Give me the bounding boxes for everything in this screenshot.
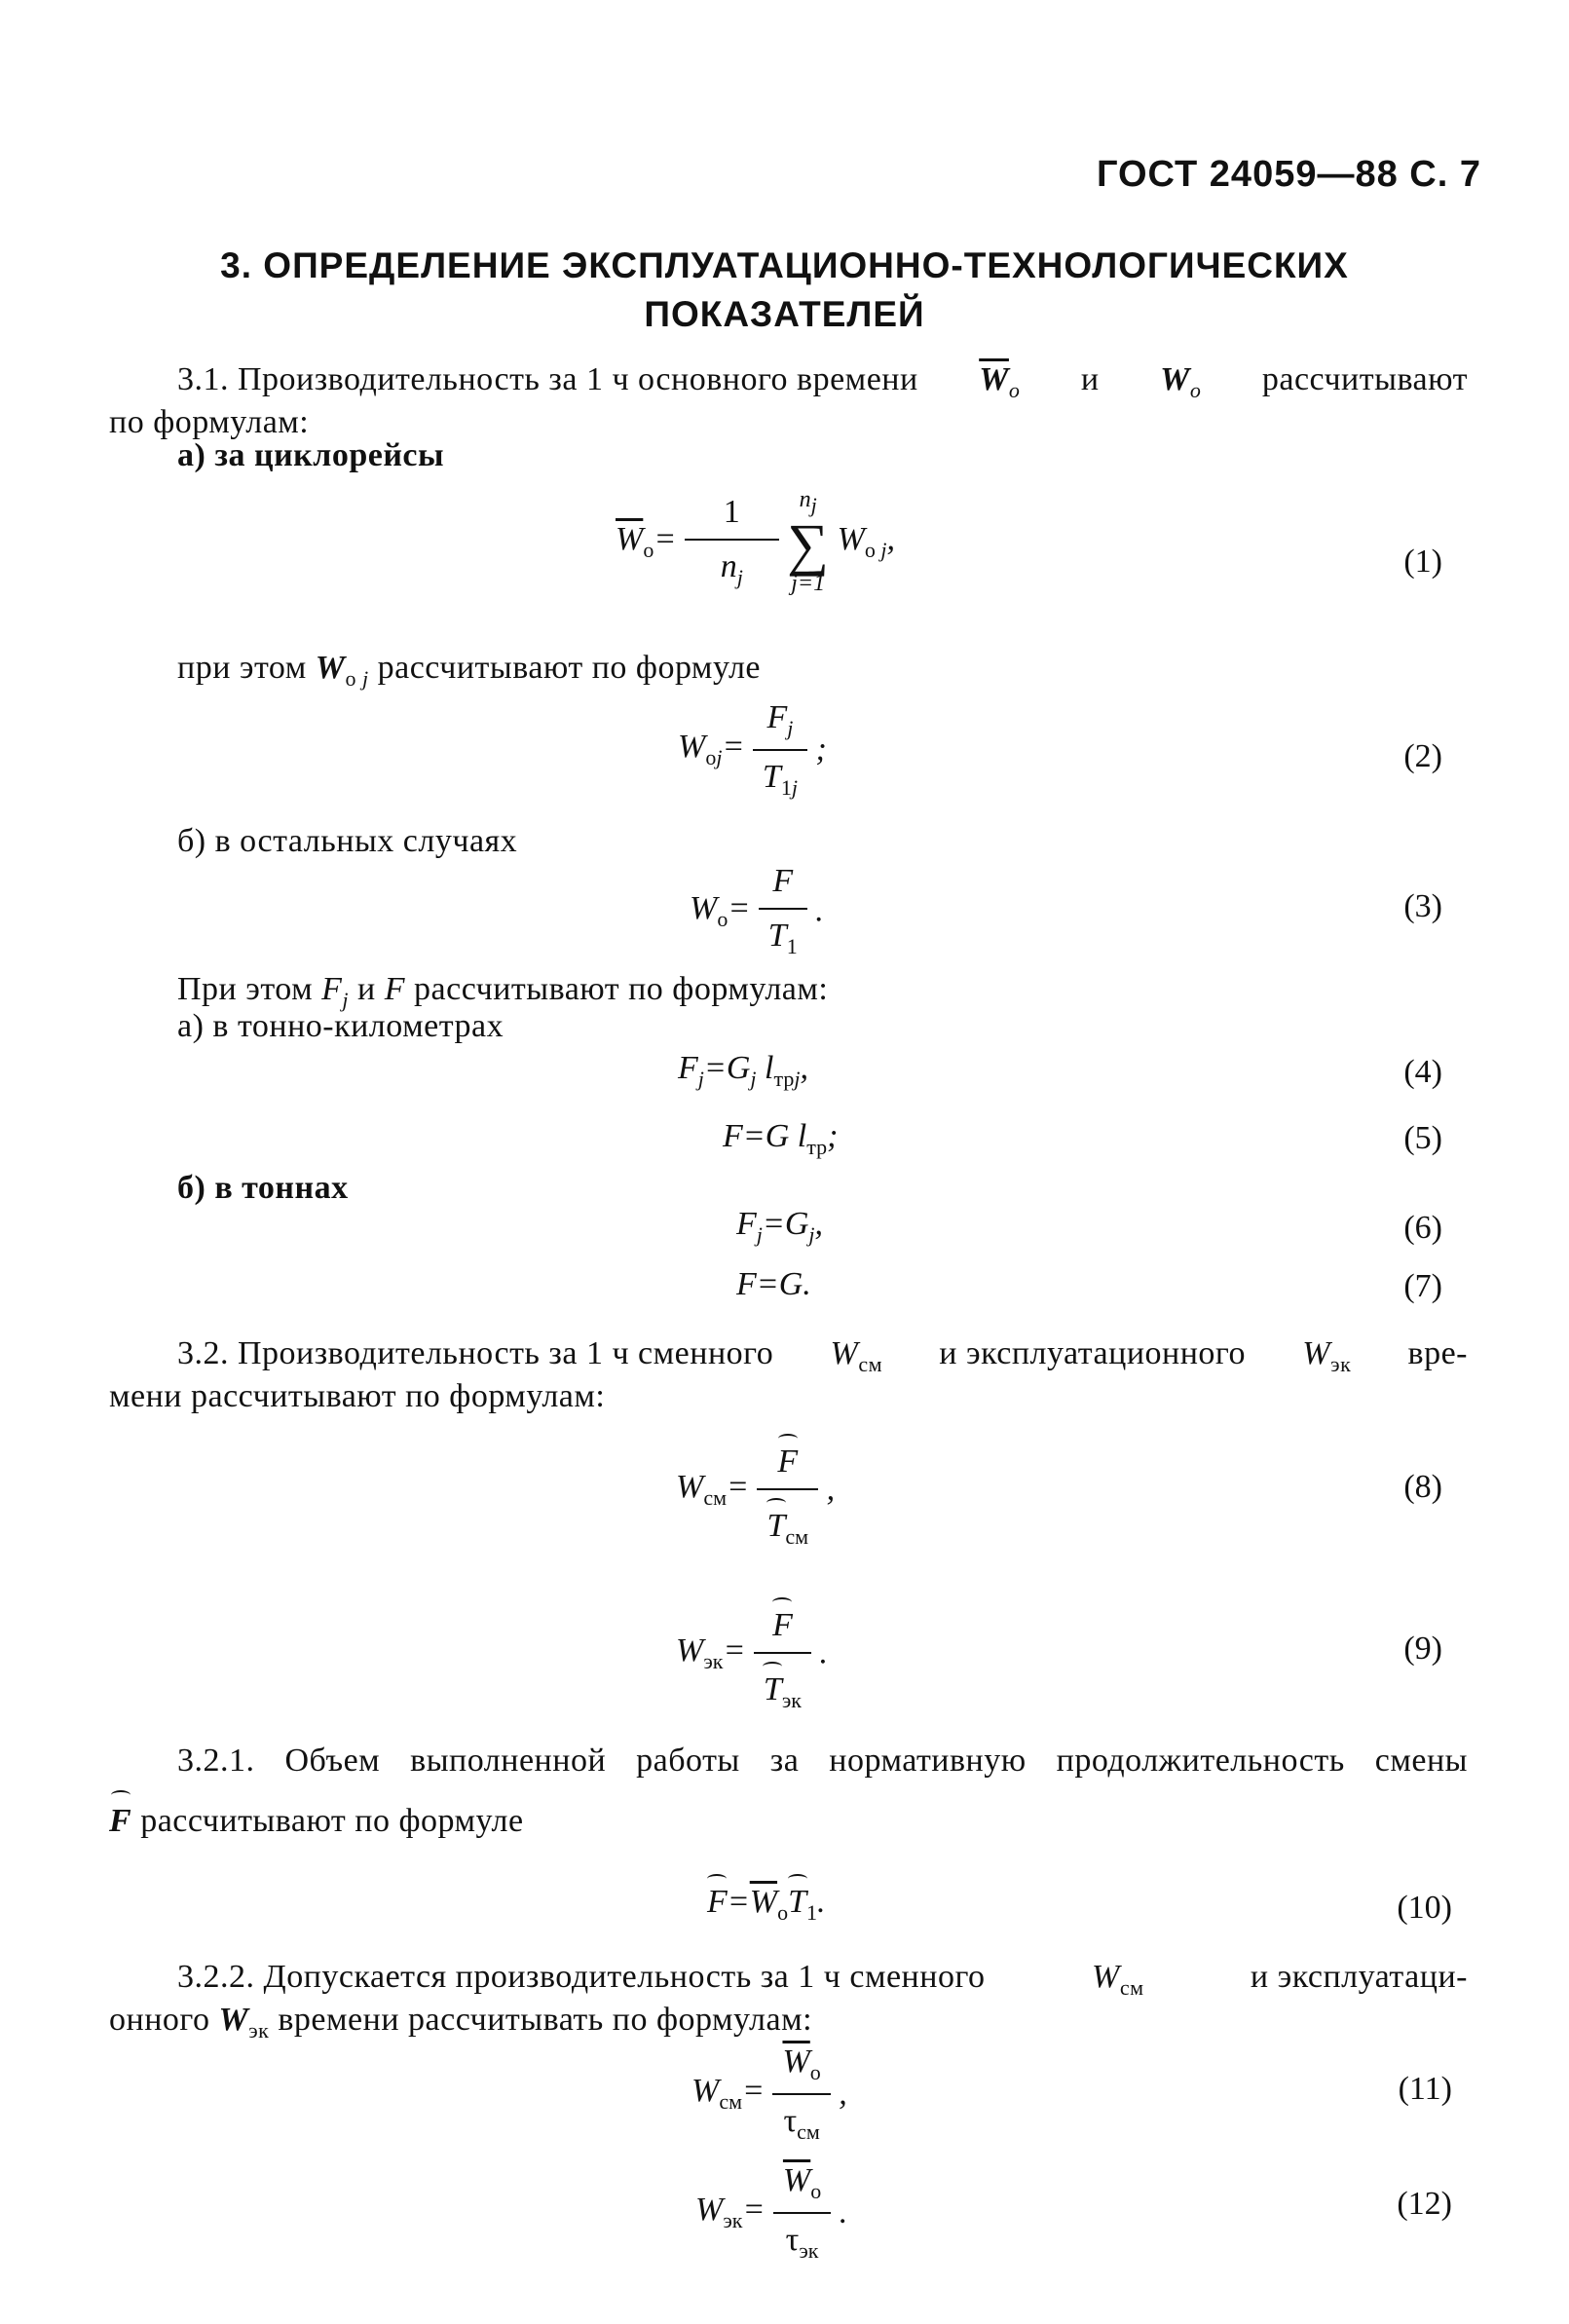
paragraph-3-2-1-line1: 3.2.1. Объем выполненной работы за нормативную продолжительность смены	[177, 1743, 1468, 1779]
eq-number-9: (9)	[1403, 1631, 1442, 1667]
paragraph-3-1-line2: по формулам:	[109, 404, 310, 440]
eq-number-7: (7)	[1403, 1268, 1442, 1304]
equation-5: F=G $l_{тр}$;	[723, 1118, 839, 1159]
eq-number-4: (4)	[1403, 1054, 1442, 1090]
item-other-cases: б) в остальных случаях	[177, 823, 518, 859]
equation-6: $F_j=G_j$,	[736, 1206, 824, 1247]
equation-1: $\overline{W}_о=$ $\frac{1}{n_j}$ $n_j$ ∑ j=1 $W_{о j}$,	[616, 487, 896, 596]
equation-12: $W_{эк}=$ $\frac{\overline{W}_о}{\tau_{эк}}$ .	[695, 2162, 848, 2263]
eq-number-3: (3)	[1403, 888, 1442, 924]
item-tons: б) в тоннах	[177, 1170, 349, 1206]
paragraph-3-2-2-line1: 3.2.2. Допускается производительность за 1 ч сменного $W_{см}$ и эксплуатаци-	[177, 1959, 1468, 2000]
eq-number-5: (5)	[1403, 1120, 1442, 1156]
item-ton-km: а) в тонно-километрах	[177, 1008, 504, 1044]
w-bar-symbol: $\overline{W}_о$	[979, 361, 1021, 402]
paragraph-3-2-1-line2: F рассчитывают по формуле	[109, 1800, 524, 1843]
equation-10: $F=\overline{W}_оT_1$.	[707, 1884, 826, 1925]
page-header: ГОСТ 24059—88 С. 7	[1096, 154, 1481, 195]
paragraph-3-2-line1: 3.2. Производительность за 1 ч сменного $W_{см}$ и эксплуатационного $W_{эк}$ вре-	[177, 1335, 1468, 1376]
eq-number-8: (8)	[1403, 1469, 1442, 1505]
eq-number-6: (6)	[1403, 1210, 1442, 1246]
eq-number-1: (1)	[1403, 544, 1442, 580]
text-owj: при этом $W_{о j}$ рассчитывают по формуле	[177, 650, 762, 691]
eq-number-10: (10)	[1397, 1890, 1452, 1926]
equation-4: $F_j=G_j$ $l_{трj}$,	[678, 1050, 809, 1091]
eq-number-12: (12)	[1397, 2186, 1452, 2222]
section-title-line1: 3. ОПРЕДЕЛЕНИЕ ЭКСПЛУАТАЦИОННО-ТЕХНОЛОГИЧЕСКИХ	[220, 245, 1349, 285]
p31-text-a: 3.1. Производительность за 1 ч основного времени	[177, 361, 918, 397]
p31-text-b: и	[1080, 361, 1100, 397]
equation-2: $W_{оj}=$ $\frac{F_j}{T_{1j}}$ ;	[678, 699, 827, 800]
paragraph-3-2-line2: мени рассчитывают по формулам:	[109, 1378, 606, 1414]
equation-9: $W_{эк}=$ $\frac{F}{T_{эк}}$ .	[676, 1593, 828, 1713]
item-cycles: а) за циклорейсы	[177, 437, 445, 473]
w-symbol: $W_о$	[1160, 361, 1202, 402]
section-title-line2: ПОКАЗАТЕЛЕЙ	[644, 294, 925, 334]
equation-8: $W_{см}=$ $\frac{F}{T_{см}}$ ,	[676, 1430, 835, 1550]
text-f-formulas: При этом $F_j$ и F рассчитывают по формулам:	[177, 971, 829, 1012]
eq-number-2: (2)	[1403, 738, 1442, 774]
p31-text-c: рассчитывают	[1261, 361, 1468, 397]
eq-number-11: (11)	[1398, 2071, 1452, 2107]
paragraph-3-1-line1	[177, 358, 1468, 412]
equation-3: $W_о=$ $\frac{F}{T_1}$ .	[690, 863, 824, 958]
paragraph-3-2-2-line2: онного $W_{эк}$ времени рассчитывать по формулам:	[109, 2002, 813, 2043]
equation-7: F=G.	[736, 1266, 811, 1302]
equation-11: $W_{см}=$ $\frac{\overline{W}_о}{\tau_{см}}$ ,	[691, 2043, 847, 2144]
